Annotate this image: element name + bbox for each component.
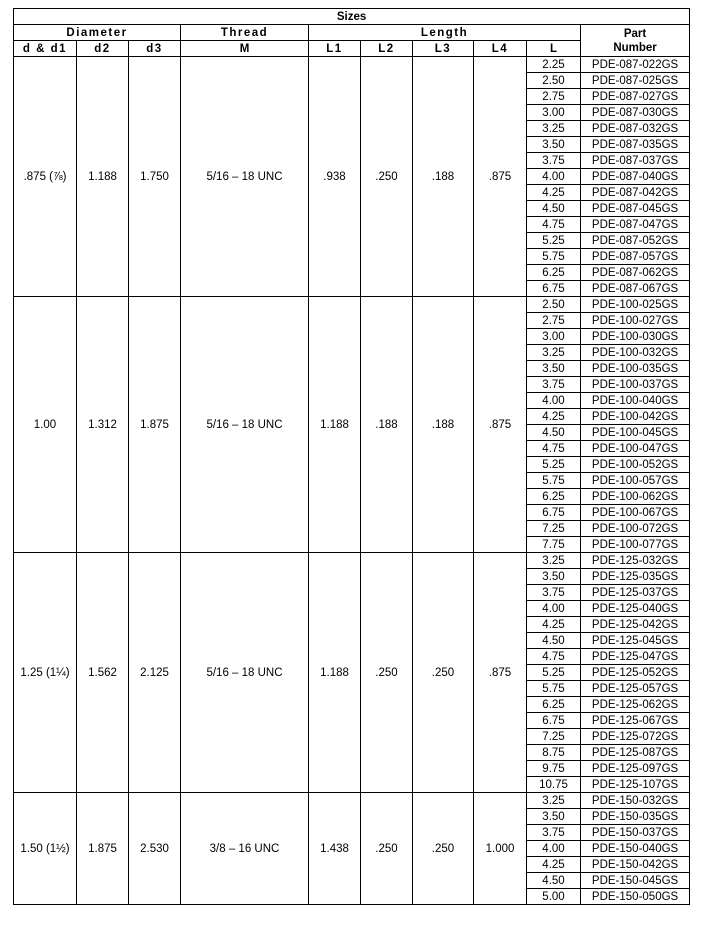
thread-cell: 5/16 – 18 UNC bbox=[181, 57, 309, 297]
length-l2-cell: .188 bbox=[361, 297, 413, 553]
diameter-d2-cell: 1.562 bbox=[77, 553, 129, 793]
length-l-cell: 6.75 bbox=[527, 713, 581, 729]
diameter-d3-cell: 1.875 bbox=[129, 297, 181, 553]
length-l-cell: 3.50 bbox=[527, 137, 581, 153]
part-number-cell: PDE-125-067GS bbox=[581, 713, 690, 729]
length-l-cell: 5.25 bbox=[527, 233, 581, 249]
part-number-cell: PDE-125-042GS bbox=[581, 617, 690, 633]
part-number-cell: PDE-087-062GS bbox=[581, 265, 690, 281]
length-l-cell: 4.50 bbox=[527, 873, 581, 889]
length-l-cell: 2.75 bbox=[527, 89, 581, 105]
part-number-cell: PDE-125-035GS bbox=[581, 569, 690, 585]
length-l-cell: 4.50 bbox=[527, 633, 581, 649]
part-number-cell: PDE-125-047GS bbox=[581, 649, 690, 665]
part-number-cell: PDE-150-045GS bbox=[581, 873, 690, 889]
part-number-cell: PDE-087-035GS bbox=[581, 137, 690, 153]
length-l1-cell: .938 bbox=[309, 57, 361, 297]
length-l-cell: 7.25 bbox=[527, 729, 581, 745]
length-l3-cell: .250 bbox=[413, 553, 474, 793]
part-number-cell: PDE-100-027GS bbox=[581, 313, 690, 329]
length-l-cell: 5.25 bbox=[527, 457, 581, 473]
length-l-cell: 4.50 bbox=[527, 425, 581, 441]
length-l-cell: 4.75 bbox=[527, 649, 581, 665]
col-l-header: L bbox=[527, 41, 581, 57]
length-l4-cell: .875 bbox=[474, 297, 527, 553]
length-l-cell: 3.00 bbox=[527, 105, 581, 121]
part-number-cell: PDE-150-050GS bbox=[581, 889, 690, 905]
length-l-cell: 5.25 bbox=[527, 665, 581, 681]
length-l4-cell: .875 bbox=[474, 57, 527, 297]
table-body bbox=[14, 57, 690, 905]
length-l-cell: 3.75 bbox=[527, 825, 581, 841]
length-l-cell: 2.75 bbox=[527, 313, 581, 329]
part-number-cell: PDE-100-032GS bbox=[581, 345, 690, 361]
length-l-cell: 5.75 bbox=[527, 473, 581, 489]
diameter-header: Diameter bbox=[14, 25, 181, 41]
diameter-d-d1-cell: 1.25 (1¼) bbox=[14, 553, 77, 793]
part-number-cell: PDE-100-035GS bbox=[581, 361, 690, 377]
part-number-cell: PDE-087-045GS bbox=[581, 201, 690, 217]
part-number-cell: PDE-100-037GS bbox=[581, 377, 690, 393]
part-number-cell: PDE-087-037GS bbox=[581, 153, 690, 169]
part-number-cell: PDE-087-027GS bbox=[581, 89, 690, 105]
part-number-cell: PDE-150-035GS bbox=[581, 809, 690, 825]
length-l-cell: 10.75 bbox=[527, 777, 581, 793]
length-l-cell: 6.25 bbox=[527, 697, 581, 713]
length-l-cell: 3.25 bbox=[527, 345, 581, 361]
part-number-cell: PDE-100-052GS bbox=[581, 457, 690, 473]
length-l2-cell: .250 bbox=[361, 793, 413, 905]
part-number-cell: PDE-100-062GS bbox=[581, 489, 690, 505]
length-l-cell: 2.50 bbox=[527, 297, 581, 313]
part-number-cell: PDE-100-025GS bbox=[581, 297, 690, 313]
length-l-cell: 7.25 bbox=[527, 521, 581, 537]
length-l-cell: 4.50 bbox=[527, 201, 581, 217]
part-number-cell: PDE-125-097GS bbox=[581, 761, 690, 777]
length-l-cell: 6.25 bbox=[527, 265, 581, 281]
part-number-cell: PDE-125-062GS bbox=[581, 697, 690, 713]
col-l3-header: L3 bbox=[413, 41, 474, 57]
length-l-cell: 8.75 bbox=[527, 745, 581, 761]
col-l2-header: L2 bbox=[361, 41, 413, 57]
part-number-cell: PDE-087-042GS bbox=[581, 185, 690, 201]
part-number-cell: PDE-125-045GS bbox=[581, 633, 690, 649]
diameter-d3-cell: 1.750 bbox=[129, 57, 181, 297]
part-number-cell: PDE-100-067GS bbox=[581, 505, 690, 521]
table-row bbox=[14, 793, 690, 809]
length-l1-cell: 1.188 bbox=[309, 553, 361, 793]
length-l2-cell: .250 bbox=[361, 553, 413, 793]
length-l-cell: 7.75 bbox=[527, 537, 581, 553]
length-l-cell: 5.75 bbox=[527, 249, 581, 265]
length-l-cell: 2.50 bbox=[527, 73, 581, 89]
diameter-d3-cell: 2.125 bbox=[129, 553, 181, 793]
diameter-d2-cell: 1.875 bbox=[77, 793, 129, 905]
length-l-cell: 3.00 bbox=[527, 329, 581, 345]
diameter-d2-cell: 1.312 bbox=[77, 297, 129, 553]
col-l4-header: L4 bbox=[474, 41, 527, 57]
length-l-cell: 4.00 bbox=[527, 169, 581, 185]
length-l-cell: 3.75 bbox=[527, 585, 581, 601]
diameter-d2-cell: 1.188 bbox=[77, 57, 129, 297]
length-l-cell: 4.25 bbox=[527, 185, 581, 201]
part-number-cell: PDE-125-052GS bbox=[581, 665, 690, 681]
part-number-cell: PDE-100-040GS bbox=[581, 393, 690, 409]
length-l-cell: 4.00 bbox=[527, 393, 581, 409]
length-l-cell: 4.00 bbox=[527, 601, 581, 617]
length-l4-cell: .875 bbox=[474, 553, 527, 793]
length-l-cell: 4.75 bbox=[527, 441, 581, 457]
part-number-cell: PDE-087-047GS bbox=[581, 217, 690, 233]
part-number-cell: PDE-150-042GS bbox=[581, 857, 690, 873]
thread-header: Thread bbox=[181, 25, 309, 41]
part-number-cell: PDE-100-077GS bbox=[581, 537, 690, 553]
part-number-cell: PDE-125-032GS bbox=[581, 553, 690, 569]
length-l2-cell: .250 bbox=[361, 57, 413, 297]
length-l-cell: 5.75 bbox=[527, 681, 581, 697]
part-number-cell: PDE-100-057GS bbox=[581, 473, 690, 489]
col-d3-header: d3 bbox=[129, 41, 181, 57]
diameter-d-d1-cell: 1.50 (1½) bbox=[14, 793, 77, 905]
part-number-cell: PDE-125-072GS bbox=[581, 729, 690, 745]
part-number-cell: PDE-125-057GS bbox=[581, 681, 690, 697]
length-l-cell: 4.25 bbox=[527, 617, 581, 633]
thread-cell: 5/16 – 18 UNC bbox=[181, 297, 309, 553]
length-l-cell: 4.75 bbox=[527, 217, 581, 233]
length-l-cell: 3.25 bbox=[527, 793, 581, 809]
length-l-cell: 5.00 bbox=[527, 889, 581, 905]
length-l3-cell: .250 bbox=[413, 793, 474, 905]
part-number-cell: PDE-087-057GS bbox=[581, 249, 690, 265]
length-l-cell: 3.25 bbox=[527, 553, 581, 569]
length-l3-cell: .188 bbox=[413, 297, 474, 553]
length-l-cell: 3.25 bbox=[527, 121, 581, 137]
part-number-cell: PDE-100-072GS bbox=[581, 521, 690, 537]
length-l-cell: 3.50 bbox=[527, 569, 581, 585]
table-row bbox=[14, 553, 690, 569]
sizes-table bbox=[13, 8, 690, 905]
thread-cell: 3/8 – 16 UNC bbox=[181, 793, 309, 905]
table-title: Sizes bbox=[14, 9, 690, 25]
length-l-cell: 6.75 bbox=[527, 505, 581, 521]
length-l-cell: 4.25 bbox=[527, 857, 581, 873]
col-l1-header: L1 bbox=[309, 41, 361, 57]
length-l1-cell: 1.438 bbox=[309, 793, 361, 905]
length-l-cell: 6.75 bbox=[527, 281, 581, 297]
length-l-cell: 3.75 bbox=[527, 377, 581, 393]
length-l-cell: 3.75 bbox=[527, 153, 581, 169]
part-number-cell: PDE-100-042GS bbox=[581, 409, 690, 425]
diameter-d-d1-cell: 1.00 bbox=[14, 297, 77, 553]
part-number-cell: PDE-087-022GS bbox=[581, 57, 690, 73]
part-number-cell: PDE-125-087GS bbox=[581, 745, 690, 761]
length-l1-cell: 1.188 bbox=[309, 297, 361, 553]
length-l-cell: 2.25 bbox=[527, 57, 581, 73]
part-number-cell: PDE-150-040GS bbox=[581, 841, 690, 857]
length-l-cell: 3.50 bbox=[527, 809, 581, 825]
length-l3-cell: .188 bbox=[413, 57, 474, 297]
part-number-header: Part Number bbox=[581, 25, 690, 57]
col-m-header: M bbox=[181, 41, 309, 57]
table-row bbox=[14, 57, 690, 73]
length-header: Length bbox=[309, 25, 581, 41]
diameter-d3-cell: 2.530 bbox=[129, 793, 181, 905]
length-l-cell: 4.25 bbox=[527, 409, 581, 425]
length-l-cell: 6.25 bbox=[527, 489, 581, 505]
part-number-cell: PDE-087-067GS bbox=[581, 281, 690, 297]
part-number-cell: PDE-100-047GS bbox=[581, 441, 690, 457]
table-row bbox=[14, 297, 690, 313]
col-d2-header: d2 bbox=[77, 41, 129, 57]
part-number-cell: PDE-150-032GS bbox=[581, 793, 690, 809]
part-number-cell: PDE-087-032GS bbox=[581, 121, 690, 137]
part-number-cell: PDE-150-037GS bbox=[581, 825, 690, 841]
length-l-cell: 9.75 bbox=[527, 761, 581, 777]
length-l-cell: 4.00 bbox=[527, 841, 581, 857]
length-l-cell: 3.50 bbox=[527, 361, 581, 377]
part-number-cell: PDE-125-040GS bbox=[581, 601, 690, 617]
part-number-cell: PDE-087-030GS bbox=[581, 105, 690, 121]
diameter-d-d1-cell: .875 (⅞) bbox=[14, 57, 77, 297]
part-number-cell: PDE-100-030GS bbox=[581, 329, 690, 345]
part-number-cell: PDE-125-037GS bbox=[581, 585, 690, 601]
part-number-cell: PDE-087-052GS bbox=[581, 233, 690, 249]
thread-cell: 5/16 – 18 UNC bbox=[181, 553, 309, 793]
part-number-cell: PDE-087-025GS bbox=[581, 73, 690, 89]
col-d-d1-header: d & d1 bbox=[14, 41, 77, 57]
part-number-cell: PDE-087-040GS bbox=[581, 169, 690, 185]
part-number-cell: PDE-125-107GS bbox=[581, 777, 690, 793]
part-number-cell: PDE-100-045GS bbox=[581, 425, 690, 441]
length-l4-cell: 1.000 bbox=[474, 793, 527, 905]
